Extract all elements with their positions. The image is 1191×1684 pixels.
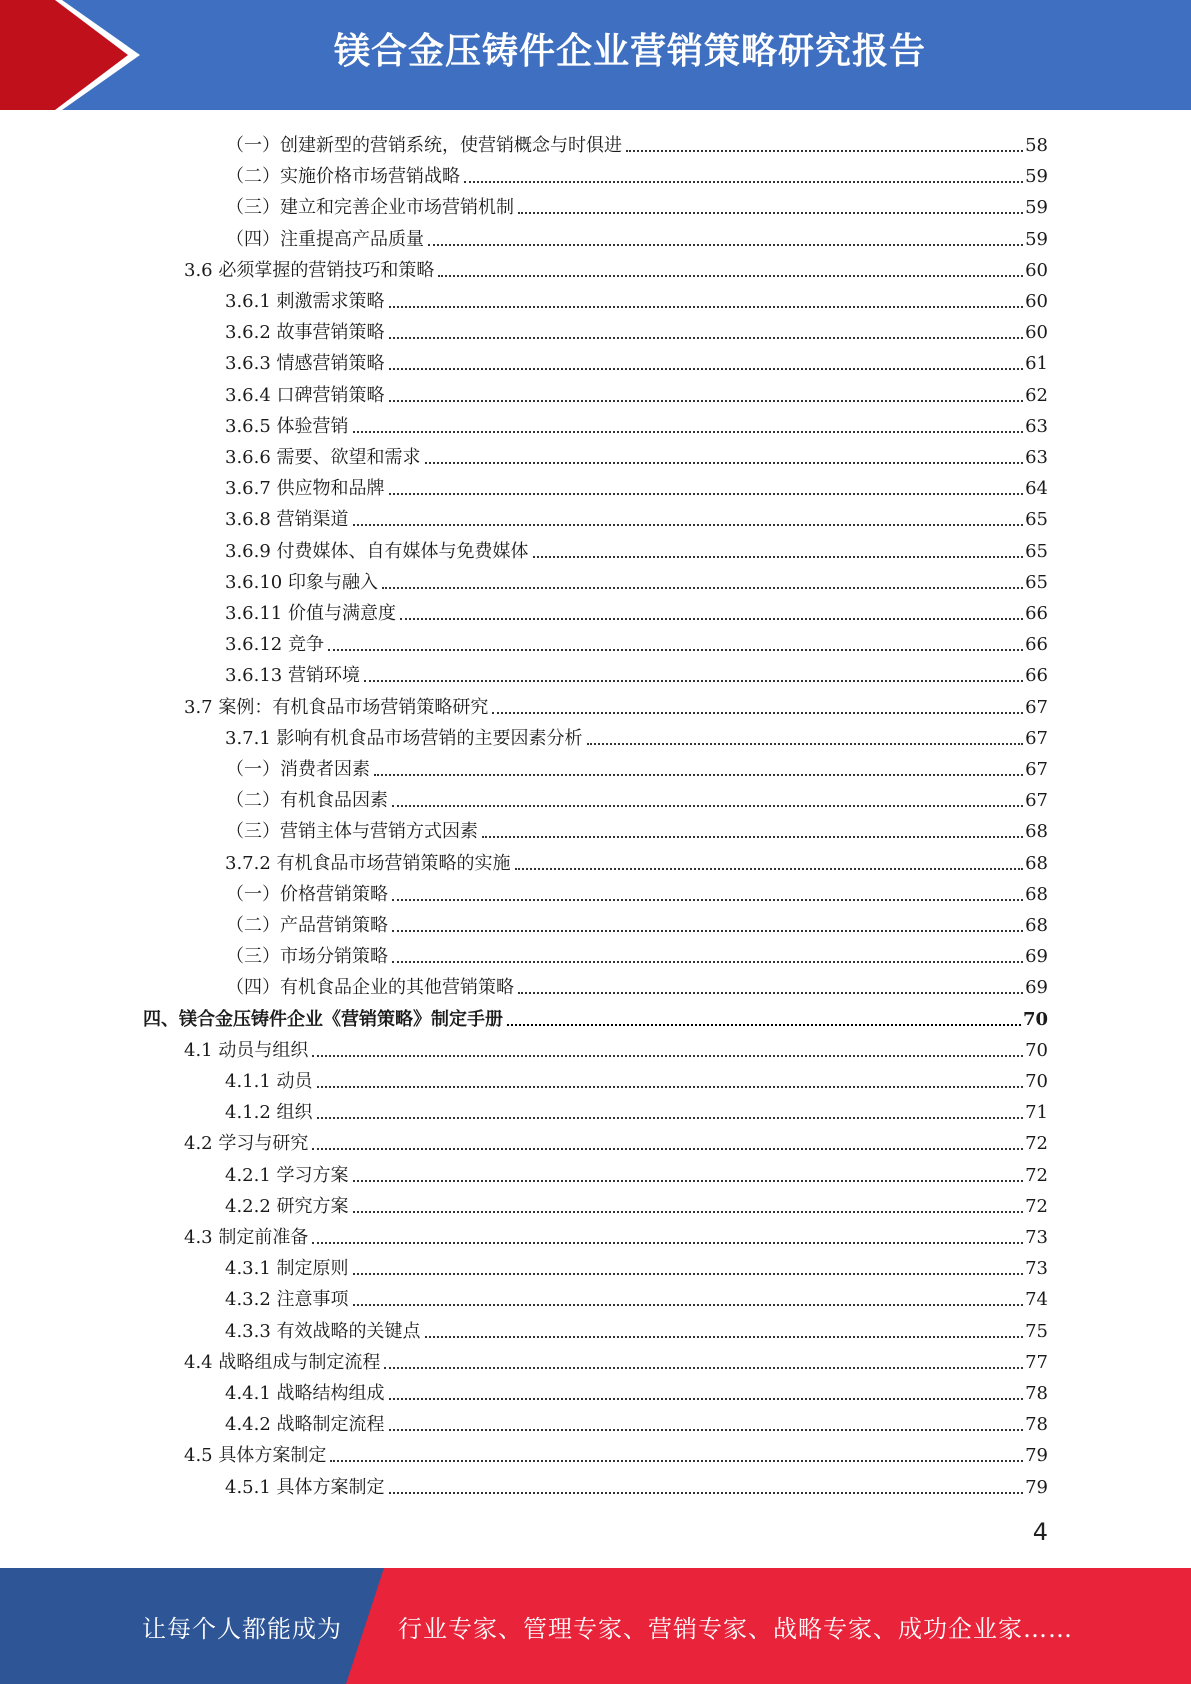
toc-entry[interactable] — [225, 408, 1048, 439]
toc-entry-page: 72 — [1025, 1133, 1048, 1155]
toc-entry[interactable] — [143, 1001, 1048, 1032]
toc-entry-label: （一）创建新型的营销系统，使营销概念与时俱进 — [226, 135, 622, 156]
toc-entry-page: 68 — [1025, 883, 1048, 905]
toc-entry-label: 3.7.1 影响有机食品市场营销的主要因素分析 — [225, 727, 583, 749]
toc-dot-leader — [587, 742, 1024, 745]
toc-entry[interactable] — [226, 876, 1048, 907]
toc-entry-page: 60 — [1025, 259, 1048, 281]
toc-entry[interactable] — [225, 1250, 1048, 1281]
toc-entry-page: 59 — [1025, 197, 1048, 219]
toc-entry-page: 67 — [1025, 727, 1048, 749]
toc-entry[interactable] — [225, 1406, 1048, 1437]
toc-entry-page: 66 — [1025, 603, 1048, 624]
toc-entry-page: 63 — [1025, 415, 1048, 437]
toc-entry-page: 62 — [1025, 384, 1048, 406]
toc-entry-label: 4.5.1 具体方案制定 — [225, 1476, 385, 1498]
toc-entry-label: 4.2.2 研究方案 — [225, 1195, 349, 1217]
toc-entry-page: 65 — [1025, 509, 1048, 531]
toc-entry[interactable] — [225, 1375, 1048, 1406]
toc-entry[interactable] — [226, 127, 1048, 158]
footer-banner — [0, 1568, 1191, 1684]
toc-entry[interactable] — [225, 501, 1048, 532]
toc-entry-label: （一）消费者因素 — [226, 759, 370, 780]
toc-dot-leader — [353, 430, 1024, 433]
toc-entry[interactable] — [226, 782, 1048, 813]
toc-entry-page: 66 — [1025, 665, 1048, 687]
toc-entry[interactable] — [225, 720, 1048, 751]
toc-entry[interactable] — [226, 969, 1048, 1000]
toc-entry-label: 3.6.11 价值与满意度 — [225, 603, 396, 624]
toc-entry-label: 4.3.3 有效战略的关键点 — [225, 1320, 421, 1342]
toc-dot-leader — [389, 399, 1024, 402]
toc-dot-leader — [317, 1116, 1024, 1119]
toc-dot-leader — [389, 305, 1024, 308]
toc-dot-leader — [492, 711, 1023, 714]
toc-entry-label: 3.6.1 刺激需求策略 — [225, 291, 385, 312]
toc-dot-leader — [392, 960, 1023, 963]
toc-entry[interactable] — [225, 345, 1048, 376]
toc-entry[interactable] — [225, 439, 1048, 470]
toc-dot-leader — [626, 149, 1023, 152]
toc-entry-page: 73 — [1025, 1258, 1048, 1280]
toc-entry[interactable] — [225, 1094, 1048, 1125]
toc-entry-page: 70 — [1025, 1039, 1048, 1061]
toc-entry-page: 65 — [1025, 571, 1048, 593]
toc-dot-leader — [353, 1303, 1024, 1306]
footer-slogan-right: 行业专家、管理专家、营销专家、战略专家、成功企业家…… — [398, 1615, 1073, 1643]
toc-dot-leader — [353, 1210, 1024, 1213]
toc-entry-label: （三）市场分销策略 — [226, 946, 388, 968]
toc-dot-leader — [384, 1366, 1023, 1369]
toc-entry[interactable] — [184, 689, 1048, 720]
toc-dot-leader — [389, 336, 1024, 339]
toc-entry[interactable] — [225, 657, 1048, 688]
toc-entry-page: 64 — [1025, 478, 1048, 500]
toc-entry-page: 70 — [1025, 1071, 1048, 1092]
toc-entry-page: 65 — [1025, 540, 1048, 562]
toc-entry-page: 59 — [1025, 228, 1048, 250]
toc-entry-label: 3.6.8 营销渠道 — [225, 509, 349, 531]
toc-entry[interactable] — [226, 938, 1048, 969]
toc-entry-label: 3.6.10 印象与融入 — [225, 571, 378, 593]
toc-entry-page: 69 — [1025, 977, 1048, 999]
toc-dot-leader — [464, 180, 1023, 183]
toc-dot-leader — [389, 1491, 1024, 1494]
toc-entry[interactable] — [225, 595, 1048, 626]
toc-entry[interactable] — [225, 314, 1048, 345]
toc-entry-page: 59 — [1025, 166, 1048, 188]
toc-entry[interactable] — [225, 533, 1048, 564]
toc-entry[interactable] — [226, 751, 1048, 782]
toc-entry-label: 4.2 学习与研究 — [184, 1133, 309, 1155]
toc-dot-leader — [392, 929, 1023, 932]
toc-entry-page: 70 — [1022, 1008, 1048, 1030]
toc-entry-page: 79 — [1025, 1445, 1048, 1467]
toc-entry[interactable] — [225, 1157, 1048, 1188]
toc-entry-label: 4.1.2 组织 — [225, 1102, 313, 1124]
toc-entry-label: （四）有机食品企业的其他营销策略 — [226, 977, 514, 999]
toc-entry[interactable] — [225, 1063, 1048, 1094]
toc-entry[interactable] — [226, 189, 1048, 220]
toc-dot-leader — [382, 586, 1023, 589]
toc-dot-leader — [392, 898, 1023, 901]
toc-entry-label: 4.5 具体方案制定 — [184, 1445, 327, 1467]
toc-dot-leader — [389, 1428, 1024, 1431]
toc-dot-leader — [330, 1459, 1023, 1462]
toc-entry-label: 4.1 动员与组织 — [184, 1039, 309, 1061]
toc-entry[interactable] — [184, 1437, 1048, 1468]
toc-entry-page: 72 — [1025, 1195, 1048, 1217]
footer-slogan-left: 让每个人都能成为 — [142, 1615, 342, 1643]
toc-entry-page: 67 — [1025, 790, 1048, 812]
toc-entry-label: （三）建立和完善企业市场营销机制 — [226, 197, 514, 219]
toc-entry[interactable] — [184, 1125, 1048, 1156]
toc-entry[interactable] — [184, 1344, 1048, 1375]
toc-entry-page: 68 — [1025, 852, 1048, 874]
toc-entry[interactable] — [225, 845, 1048, 876]
toc-dot-leader — [374, 773, 1023, 776]
toc-entry-label: 3.6.3 情感营销策略 — [225, 353, 385, 375]
toc-dot-leader — [518, 211, 1023, 214]
toc-entry-label: （一）价格营销策略 — [226, 883, 388, 905]
header-banner — [0, 0, 1191, 110]
toc-entry-label: （四）注重提高产品质量 — [226, 228, 424, 250]
toc-entry-page: 58 — [1025, 135, 1048, 156]
report-title: 镁合金压铸件企业营销策略研究报告 — [333, 31, 926, 72]
toc-entry-label: 4.3.1 制定原则 — [225, 1258, 349, 1280]
toc-dot-leader — [312, 1241, 1023, 1244]
toc-entry[interactable] — [226, 907, 1048, 938]
toc-entry-label: 3.7.2 有机食品市场营销策略的实施 — [225, 852, 511, 874]
toc-entry-label: 四、镁合金压铸件企业《营销策略》制定手册 — [143, 1008, 503, 1030]
toc-entry[interactable] — [225, 1469, 1048, 1500]
toc-entry[interactable] — [184, 1032, 1048, 1063]
toc-entry-label: 3.6.13 营销环境 — [225, 665, 360, 687]
toc-entry[interactable] — [226, 813, 1048, 844]
toc-entry-page: 72 — [1025, 1164, 1048, 1186]
toc-entry-page: 68 — [1025, 821, 1048, 843]
toc-entry-label: 3.6.12 竞争 — [225, 634, 324, 656]
toc-entry-label: 3.6.5 体验营销 — [225, 415, 349, 437]
toc-entry-page: 75 — [1025, 1320, 1048, 1342]
toc-entry-label: （三）营销主体与营销方式因素 — [226, 821, 478, 843]
toc-entry[interactable] — [225, 1188, 1048, 1219]
toc-entry-label: （二）实施价格市场营销战略 — [226, 166, 460, 188]
toc-dot-leader — [400, 617, 1023, 620]
toc-entry-label: 3.6.7 供应物和品牌 — [225, 478, 385, 500]
toc-dot-leader — [389, 492, 1024, 495]
toc-dot-leader — [389, 1397, 1024, 1400]
toc-entry[interactable] — [225, 626, 1048, 657]
toc-entry-label: 3.6.6 需要、欲望和需求 — [225, 447, 421, 468]
toc-entry-page: 78 — [1025, 1414, 1048, 1436]
toc-entry-label: 4.4 战略组成与制定流程 — [184, 1351, 381, 1373]
toc-dot-leader — [392, 804, 1023, 807]
toc-dot-leader — [353, 1179, 1024, 1182]
toc-entry-page: 68 — [1025, 915, 1048, 936]
toc-entry-label: （二）有机食品因素 — [226, 790, 388, 812]
toc-dot-leader — [312, 1147, 1023, 1150]
toc-dot-leader — [515, 867, 1024, 870]
toc-entry-label: 3.7 案例：有机食品市场营销策略研究 — [184, 696, 489, 718]
toc-dot-leader — [353, 523, 1024, 526]
toc-entry[interactable] — [225, 377, 1048, 408]
toc-dot-leader — [353, 1272, 1024, 1275]
toc-entry-page: 60 — [1025, 322, 1048, 344]
toc-dot-leader — [328, 648, 1023, 651]
red-arrow-corner — [0, 0, 160, 110]
toc-dot-leader — [425, 461, 1024, 464]
toc-entry-page: 69 — [1025, 946, 1048, 968]
toc-dot-leader — [312, 1054, 1023, 1057]
toc-entry[interactable] — [225, 564, 1048, 595]
toc-entry-label: 3.6.4 口碑营销策略 — [225, 384, 385, 406]
toc-entry[interactable] — [225, 1281, 1048, 1312]
toc-entry-page: 66 — [1025, 634, 1048, 656]
toc-entry[interactable] — [226, 158, 1048, 189]
toc-entry[interactable] — [225, 283, 1048, 314]
toc-entry[interactable] — [225, 1313, 1048, 1344]
toc-dot-leader — [533, 555, 1024, 558]
toc-dot-leader — [507, 1023, 1021, 1026]
toc-entry-label: 4.2.1 学习方案 — [225, 1164, 349, 1186]
toc-entry-label: 3.6.9 付费媒体、自有媒体与免费媒体 — [225, 540, 529, 562]
page-number: 4 — [1032, 1518, 1048, 1546]
toc-entry[interactable] — [184, 252, 1048, 283]
toc-entry-page: 77 — [1025, 1351, 1048, 1373]
toc-entry[interactable] — [226, 221, 1048, 252]
toc-dot-leader — [364, 679, 1023, 682]
toc-entry-page: 67 — [1025, 696, 1048, 718]
toc-entry-label: 4.4.2 战略制定流程 — [225, 1414, 385, 1436]
toc-entry-label: 3.6 必须掌握的营销技巧和策略 — [184, 259, 435, 281]
toc-entry-page: 73 — [1025, 1227, 1048, 1248]
toc-entry[interactable] — [184, 1219, 1048, 1250]
toc-entry[interactable] — [225, 470, 1048, 501]
toc-entry-label: 4.4.1 战略结构组成 — [225, 1383, 385, 1404]
toc-dot-leader — [425, 1335, 1024, 1338]
toc-dot-leader — [438, 274, 1023, 277]
toc-entry-label: （二）产品营销策略 — [226, 915, 388, 936]
toc-entry-label: 4.3.2 注意事项 — [225, 1289, 349, 1311]
toc-entry-page: 74 — [1025, 1289, 1048, 1311]
toc-entry-page: 78 — [1025, 1383, 1048, 1404]
toc-entry-page: 61 — [1025, 353, 1048, 375]
toc-dot-leader — [317, 1085, 1024, 1088]
toc-entry-label: 4.3 制定前准备 — [184, 1227, 309, 1248]
toc-dot-leader — [389, 367, 1024, 370]
toc-dot-leader — [482, 835, 1023, 838]
toc-entry-page: 79 — [1025, 1476, 1048, 1498]
toc-entry-page: 63 — [1025, 447, 1048, 468]
toc-entry-page: 67 — [1025, 759, 1048, 780]
toc-entry-label: 3.6.2 故事营销策略 — [225, 322, 385, 344]
toc-entry-page: 71 — [1025, 1102, 1048, 1124]
toc-entry-label: 4.1.1 动员 — [225, 1071, 313, 1092]
toc-dot-leader — [428, 243, 1023, 246]
toc-dot-leader — [518, 991, 1023, 994]
toc-entry-page: 60 — [1025, 291, 1048, 312]
